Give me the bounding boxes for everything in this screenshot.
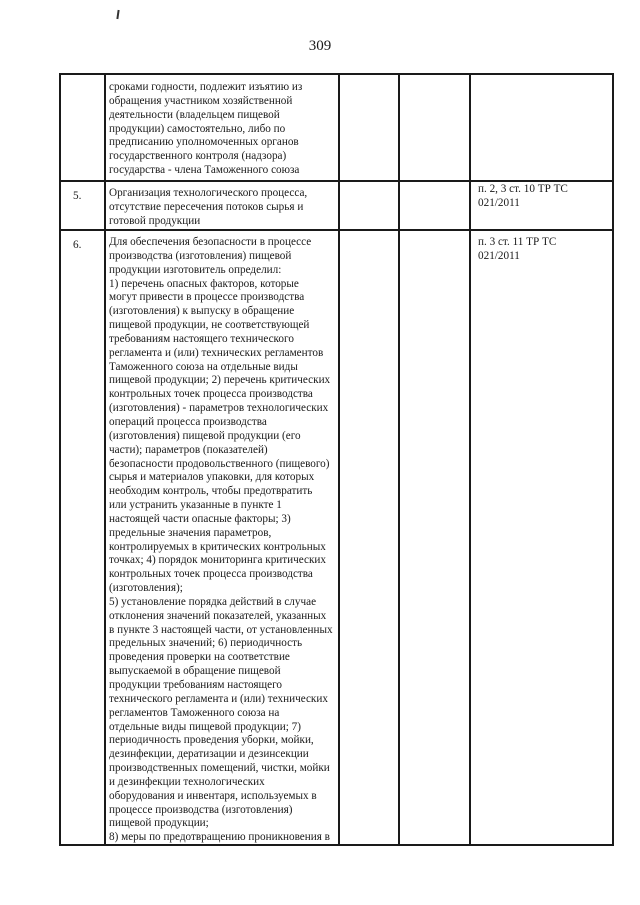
requirement-text: сроками годности, подлежит изъятию из обращения участником хозяйственной деятельности (владельцем пищевой продукции) самостоятельно, либо по предписанию уполномоченных органов государственного контроля (надзора) государства - члена Таможенного союза — [109, 81, 303, 177]
row-number: 6. — [73, 239, 82, 251]
column-divider-3 — [398, 73, 400, 846]
requirement-text: Организация технологического процесса, отсутствие пересечения потоков сырья и готовой продукции — [109, 187, 308, 227]
requirement-text: Для обеспечения безопасности в процессе производства (изготовления) пищевой продукции изготовитель определил: 1) перечень опасных факторов, которые могут привести в процессе производства (изготовления) к выпуску в обращение пищевой продукции, не соответствующей требованиям настоящего технического регламента и (или) технических регламентов Таможенного союза на отдельные виды пищевой продукции; 2) перечень критических контрольных точек процесса производства (изготовления) - параметров технологических операций процесса производства (изготовления) пищевой продукции (его части); параметров (показателей) безопасности продовольственного (пищевого) сырья и материалов упаковки, для которых необходим контроль, чтобы предотвратить или устранить указанные в пункте 1 настоящей части опасные факторы; 3) предельные значения параметров, контролируемых в критических контрольных точках; 4) порядок мониторинга критических контрольных точек процесса производства (изготовления); 5) установление порядка действий в случае отклонения значений показателей, указанных в пункте 3 настоящей части, от установленных предельных значений; 6) периодичность проведения проверки на соответствие выпускаемой в обращение пищевой продукции требованиям настоящего технического регламента и (или) технических регламентов Таможенного союза на отдельные виды пищевой продукции; 7) периодичность проведения уборки, мойки, дезинфекции, дератизации и дезинсекции производственных помещений, чистки, мойки и дезинфекции технологических оборудования и инвентаря, используемых в процессе производства (изготовления) пищевой продукции; 8) меры по предотвращению проникновения в — [109, 236, 333, 844]
page-number: 309 — [308, 38, 332, 54]
table-border-left — [59, 73, 61, 846]
row-divider-1 — [59, 180, 614, 182]
requirements-table — [59, 73, 614, 846]
table-border-top — [59, 73, 614, 75]
row-divider-2 — [59, 229, 614, 231]
scan-artifact-mark — [116, 10, 119, 19]
table-border-right — [612, 73, 614, 846]
legal-reference: п. 2, 3 ст. 10 ТР ТС 021/2011 — [478, 183, 568, 209]
column-divider-1 — [104, 73, 106, 846]
row-number: 5. — [73, 190, 82, 202]
column-divider-2 — [338, 73, 340, 846]
legal-reference: п. 3 ст. 11 ТР ТС 021/2011 — [478, 236, 557, 262]
column-divider-4 — [469, 73, 471, 846]
